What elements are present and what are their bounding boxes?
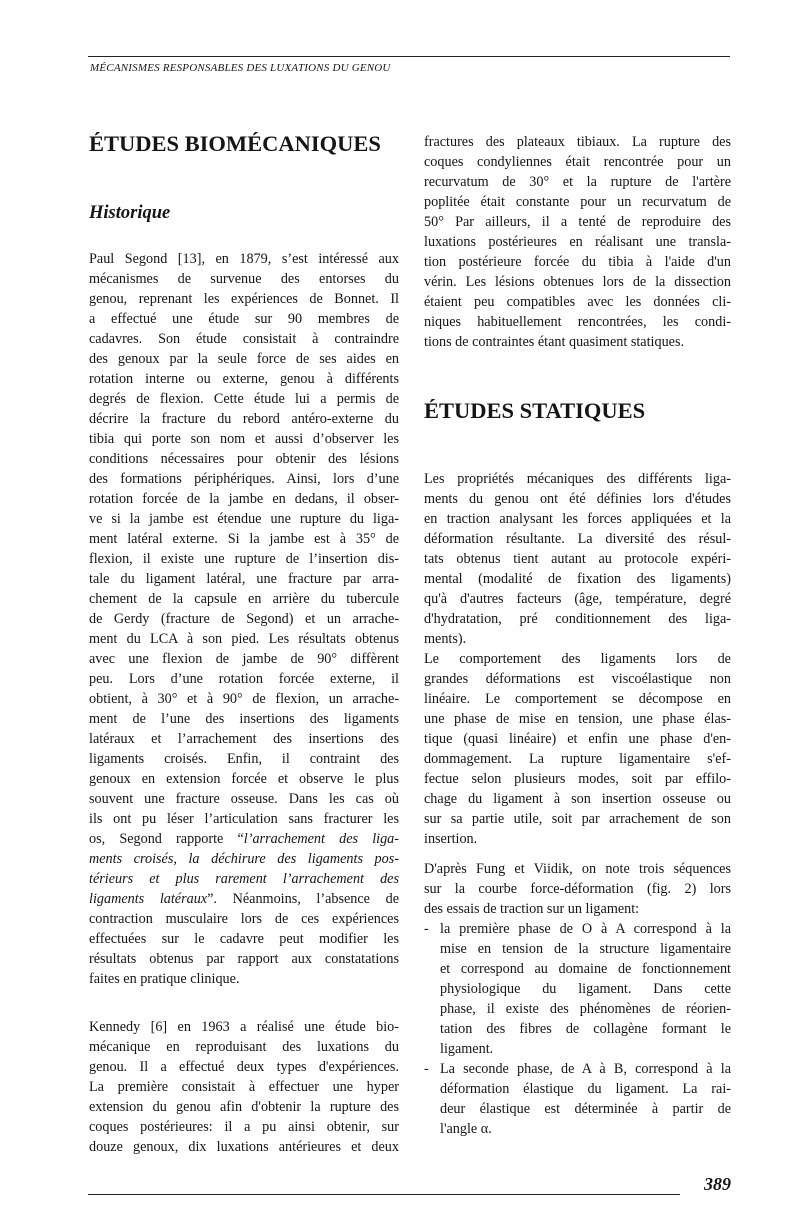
text-line: avec une flexion de jambe de 90° diffèrent [89, 651, 399, 667]
quote-line [89, 870, 399, 890]
section-heading-static: ÉTUDES STATIQUES [424, 398, 646, 423]
text-line: genou. Il a effectué deux types d'expériences. [89, 1059, 399, 1075]
text-line: luxations postérieures en réalisant une transla- [424, 234, 731, 250]
text-line: La seconde phase, de A à B, correspond à la [440, 1061, 731, 1077]
text-line: 50° Par ailleurs, il a tenté de reproduire des [424, 214, 731, 230]
quote-text: ments croisés, la déchirure des ligaments pos- [89, 851, 399, 867]
text-line: sur la courbe force-déformation (fig. 2) lors [424, 881, 731, 897]
text-line: chement de la capsule en arrière du tubercule [89, 591, 399, 607]
text-line: genoux en extension forcée et observe le plus [89, 771, 399, 787]
top-rule [88, 56, 730, 57]
text-line: de Gerdy (fracture de Segond) et un arrache- [89, 611, 399, 627]
text-line: fectue selon plusieurs modes, soit par effilo- [424, 771, 731, 787]
section-heading-biomechanical: ÉTUDES BIOMÉCANIQUES [89, 131, 381, 156]
subheading-historique: Historique [89, 203, 171, 223]
text-line: rotation forcée de la jambe en dedans, il obser- [89, 491, 399, 507]
text-line: contraction musculaire lors de ces expériences [89, 911, 399, 927]
text-line: tats obtenus tient autant au protocole expéri- [424, 551, 731, 567]
text-line: latéraux et l’arrachement des insertions des [89, 731, 399, 747]
bullet-dash: - [424, 1061, 429, 1077]
text-line: physiologique du ligament. Dans cette [440, 981, 731, 997]
text-line: ve si la jambe est étendue une rupture du liga- [89, 511, 399, 527]
text-line: effectuées sur le cadavre peut modifier les [89, 931, 399, 947]
text-line: D'après Fung et Viidik, on note trois séquences [424, 861, 731, 877]
text-line: cadavres. Son étude consistait à contraindre [89, 331, 399, 347]
text-line: phase, il existe des phénomènes de réorien- [440, 1001, 731, 1017]
text-line: La première consistait à effectuer une hyper [89, 1079, 399, 1095]
text-line: des essais de traction sur un ligament: [424, 901, 640, 917]
text-line: tions de contraintes étant quasiment statiques. [424, 334, 685, 350]
text-line: ligament. [440, 1041, 494, 1057]
text-line: faites en pratique clinique. [89, 971, 240, 987]
text-line: ligaments croisés. Enfin, il contraint des [89, 751, 399, 767]
text-line: déformation résultante. La diversité des résul- [424, 531, 731, 547]
text-line: deur élastique est déterminée à partir de [440, 1101, 731, 1117]
text-line: une phase de mise en tension, une phase élas- [424, 711, 731, 727]
text-line: fractures des plateaux tibiaux. La rupture des [424, 134, 731, 150]
text-line: douze genoux, dix luxations antérieures et deux [89, 1139, 399, 1155]
text-line: insertion. [424, 831, 478, 847]
text-line: des formations périphériques. Ainsi, lors d’une [89, 471, 399, 487]
text-line: ment latéral externe. Si la jambe est à 35° de [89, 531, 399, 547]
quote-line [89, 850, 399, 870]
text-line: ment du LCA à son pied. Les résultats obtenus [89, 631, 399, 647]
text-line: Le comportement des ligaments lors de [424, 651, 731, 667]
text-line: décrire la fracture du rebord antéro-externe du [89, 411, 399, 427]
text-line: mise en tension de la structure ligamentaire [440, 941, 731, 957]
text-line: ils ont pu léser l’articulation sans fracturer les [89, 811, 399, 827]
text-line: tion postérieure forcée du tibia à l'aide d'un [424, 254, 731, 270]
text-line: et correspond au domaine de fonctionnement [440, 961, 731, 977]
text-line: étaient peu compatibles avec les données cli- [424, 294, 731, 310]
text-line: poplitée était constante pour un recurvatum de [424, 194, 731, 210]
text-line: obtient, à 30° et à 90° de flexion, un arrache- [89, 691, 399, 707]
text-line: tation des fibres de collagène formant le [440, 1021, 731, 1037]
text-line: peu. Lors d’une rotation forcée externe, il [89, 671, 399, 687]
text-line: conditions nécessaires pour obtenir des lésions [89, 451, 399, 467]
text-line: qu'à d'autres facteurs (âge, température, degré [424, 591, 731, 607]
quote-text: l’arrachement des liga- [243, 831, 399, 847]
text-line: genou, reprenant les expériences de Bonnet. Il [89, 291, 399, 307]
text-line: ments). [424, 631, 467, 647]
quote-intro: os, Segond rapporte “ [89, 831, 244, 847]
text-line: a effectué une étude sur 90 membres de [89, 311, 399, 327]
text-line: mécanismes de survenue des entorses du [89, 271, 399, 287]
text-line: souvent une fracture osseuse. Dans les cas où [89, 791, 399, 807]
text-line: recurvatum de 30° et la rupture de l'artère [424, 174, 731, 190]
text-line: linéaire. Le comportement se décompose en [424, 691, 731, 707]
text-line: tibia qui porte son nom et aussi d’observer les [89, 431, 399, 447]
text-line: coques condyliennes était rencontrée pour un [424, 154, 731, 170]
text-line: tale du ligament latéral, une fracture par arra- [89, 571, 399, 587]
text-line: rotation interne ou externe, genou à différents [89, 371, 399, 387]
text-line: Kennedy [6] en 1963 a réalisé une étude bio- [89, 1019, 399, 1035]
text-line: grandes déformations est viscoélastique non [424, 671, 731, 687]
quote-text: ligaments latéraux [89, 891, 208, 907]
quote-line [89, 830, 399, 850]
text-line: degrés de flexion. Cette étude lui a permis de [89, 391, 399, 407]
text-line: des genoux par la seule force de ses aides en [89, 351, 399, 367]
text-line: niques habituellement rencontrées, les condi- [424, 314, 731, 330]
text-line: mental (modalité de fixation des ligaments) [424, 571, 731, 587]
running-head: MÉCANISMES RESPONSABLES DES LUXATIONS DU GENOU [90, 62, 391, 74]
text-line: coques postérieures: il a pu ainsi obtenir, sur [89, 1119, 399, 1135]
text-line: mécanique en reproduisant des luxations du [89, 1039, 399, 1055]
text-line: ments du genou ont été définies lors d'études [424, 491, 731, 507]
text-line: en traction analysant les forces appliquées et la [424, 511, 731, 527]
text-line: dommagement. La rupture ligamentaire s'ef- [424, 751, 731, 767]
text-line: sur sa partie utile, soit par arrachement de son [424, 811, 731, 827]
quote-outro: ”. Néanmoins, l’absence de [207, 891, 400, 907]
text-line: ment de l’une des insertions des ligaments [89, 711, 399, 727]
quote-line [89, 890, 399, 910]
text-line: l'angle α. [440, 1121, 492, 1137]
text-line: déformation élastique du ligament. La rai- [440, 1081, 731, 1097]
text-line: chage du ligament à son insertion osseuse ou [424, 791, 731, 807]
bullet-dash: - [424, 921, 429, 937]
page-number: 389 [704, 1174, 731, 1194]
text-line: la première phase de O à A correspond à la [440, 921, 731, 937]
text-line: d'hydratation, pré conditionnement des liga- [424, 611, 731, 627]
bottom-rule [88, 1194, 680, 1195]
text-line: vérin. Les lésions obtenues lors de la dissection [424, 274, 731, 290]
text-line: Paul Segond [13], en 1879, s’est intéressé aux [89, 251, 399, 267]
text-line: Les propriétés mécaniques des différents liga- [424, 471, 731, 487]
quote-text: térieurs et plus rarement l’arrachement des [89, 871, 399, 887]
text-line: tique (quasi linéaire) et enfin une phase d'en- [424, 731, 731, 747]
text-line: résultats obtenus par rapport aux constatations [89, 951, 399, 967]
text-line: flexion, il existe une rupture de l’insertion dis- [89, 551, 399, 567]
text-line: extension du genou afin d'obtenir la rupture des [89, 1099, 399, 1115]
